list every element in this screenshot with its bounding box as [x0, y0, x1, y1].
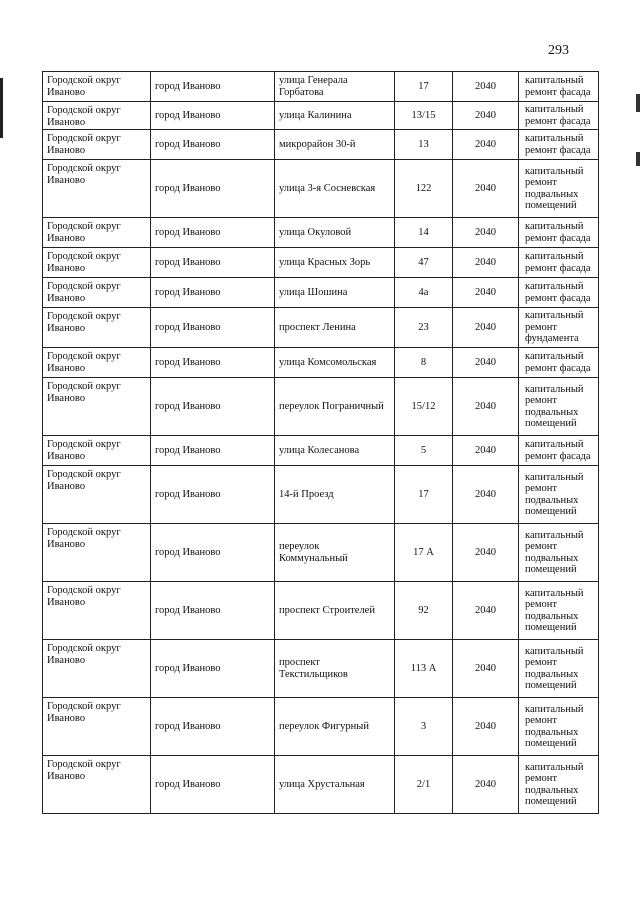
street-cell: проспект Ленина: [275, 308, 395, 348]
table-row: [43, 378, 599, 436]
table-row: [43, 466, 599, 524]
work-type-cell: капитальный ремонт подвальных помещений: [519, 160, 599, 218]
work-type-cell: капитальный ремонт фундамента: [519, 308, 599, 348]
city-cell: город Иваново: [151, 756, 275, 814]
work-type-cell: капитальный ремонт фасада: [519, 218, 599, 248]
house-number-cell: 13: [395, 130, 453, 160]
work-type-cell: капитальный ремонт подвальных помещений: [519, 582, 599, 640]
city-cell: город Иваново: [151, 248, 275, 278]
table-row: [43, 160, 599, 218]
house-number-cell: 17: [395, 466, 453, 524]
year-cell: 2040: [453, 640, 519, 698]
street-cell: улица Шошина: [275, 278, 395, 308]
street-cell: переулок Пограничный: [275, 378, 395, 436]
table-row: [43, 524, 599, 582]
street-cell: микрорайон 30-й: [275, 130, 395, 160]
municipality-cell: Городской округ Иваново: [43, 248, 151, 278]
table-row: [43, 640, 599, 698]
table-row: [43, 698, 599, 756]
year-cell: 2040: [453, 218, 519, 248]
work-type-cell: капитальный ремонт фасада: [519, 130, 599, 160]
city-cell: город Иваново: [151, 160, 275, 218]
year-cell: 2040: [453, 466, 519, 524]
municipality-cell: Городской округ Иваново: [43, 582, 151, 640]
street-cell: улица Хрустальная: [275, 756, 395, 814]
table-row: [43, 308, 599, 348]
street-cell: улица Окуловой: [275, 218, 395, 248]
city-cell: город Иваново: [151, 524, 275, 582]
year-cell: 2040: [453, 72, 519, 102]
municipality-cell: Городской округ Иваново: [43, 436, 151, 466]
city-cell: город Иваново: [151, 348, 275, 378]
house-number-cell: 2/1: [395, 756, 453, 814]
house-number-cell: 4а: [395, 278, 453, 308]
house-number-cell: 14: [395, 218, 453, 248]
table-row: [43, 102, 599, 130]
work-type-cell: капитальный ремонт подвальных помещений: [519, 378, 599, 436]
municipality-cell: Городской округ Иваново: [43, 756, 151, 814]
street-cell: улица Калинина: [275, 102, 395, 130]
city-cell: город Иваново: [151, 218, 275, 248]
city-cell: город Иваново: [151, 582, 275, 640]
work-type-cell: капитальный ремонт фасада: [519, 102, 599, 130]
house-number-cell: 8: [395, 348, 453, 378]
city-cell: город Иваново: [151, 466, 275, 524]
street-cell: проспект Строителей: [275, 582, 395, 640]
municipality-cell: Городской округ Иваново: [43, 308, 151, 348]
city-cell: город Иваново: [151, 102, 275, 130]
house-number-cell: 13/15: [395, 102, 453, 130]
year-cell: 2040: [453, 102, 519, 130]
table-row: [43, 436, 599, 466]
street-cell: 14-й Проезд: [275, 466, 395, 524]
house-number-cell: 17: [395, 72, 453, 102]
table-row: [43, 348, 599, 378]
year-cell: 2040: [453, 248, 519, 278]
city-cell: город Иваново: [151, 436, 275, 466]
house-number-cell: 23: [395, 308, 453, 348]
house-number-cell: 47: [395, 248, 453, 278]
street-cell: переулок Фигурный: [275, 698, 395, 756]
page-number: 293: [548, 43, 569, 58]
work-type-cell: капитальный ремонт подвальных помещений: [519, 524, 599, 582]
street-cell: улица Генерала Горбатова: [275, 72, 395, 102]
street-cell: улица Колесанова: [275, 436, 395, 466]
work-type-cell: капитальный ремонт подвальных помещений: [519, 756, 599, 814]
municipality-cell: Городской округ Иваново: [43, 640, 151, 698]
work-type-cell: капитальный ремонт фасада: [519, 278, 599, 308]
table-row: [43, 130, 599, 160]
street-cell: улица Комсомольская: [275, 348, 395, 378]
scan-edge-mark: [636, 94, 640, 112]
year-cell: 2040: [453, 698, 519, 756]
municipality-cell: Городской округ Иваново: [43, 102, 151, 130]
city-cell: город Иваново: [151, 640, 275, 698]
work-type-cell: капитальный ремонт фасада: [519, 72, 599, 102]
year-cell: 2040: [453, 582, 519, 640]
year-cell: 2040: [453, 278, 519, 308]
city-cell: город Иваново: [151, 378, 275, 436]
year-cell: 2040: [453, 348, 519, 378]
table-row: [43, 248, 599, 278]
table-row: [43, 72, 599, 102]
municipality-cell: Городской округ Иваново: [43, 160, 151, 218]
work-type-cell: капитальный ремонт подвальных помещений: [519, 466, 599, 524]
street-cell: проспект Текстильщиков: [275, 640, 395, 698]
work-type-cell: капитальный ремонт фасада: [519, 248, 599, 278]
year-cell: 2040: [453, 308, 519, 348]
house-number-cell: 15/12: [395, 378, 453, 436]
table-row: [43, 756, 599, 814]
city-cell: город Иваново: [151, 72, 275, 102]
house-number-cell: 3: [395, 698, 453, 756]
municipality-cell: Городской округ Иваново: [43, 348, 151, 378]
work-type-cell: капитальный ремонт подвальных помещений: [519, 698, 599, 756]
municipality-cell: Городской округ Иваново: [43, 278, 151, 308]
city-cell: город Иваново: [151, 698, 275, 756]
city-cell: город Иваново: [151, 278, 275, 308]
municipality-cell: Городской округ Иваново: [43, 524, 151, 582]
scan-edge-mark: [636, 152, 640, 166]
city-cell: город Иваново: [151, 130, 275, 160]
municipality-cell: Городской округ Иваново: [43, 72, 151, 102]
city-cell: город Иваново: [151, 308, 275, 348]
municipality-cell: Городской округ Иваново: [43, 218, 151, 248]
house-number-cell: 122: [395, 160, 453, 218]
street-cell: переулок Коммунальный: [275, 524, 395, 582]
scan-edge-mark: [0, 78, 3, 138]
year-cell: 2040: [453, 378, 519, 436]
house-number-cell: 5: [395, 436, 453, 466]
street-cell: улица 3-я Сосневская: [275, 160, 395, 218]
year-cell: 2040: [453, 130, 519, 160]
table-row: [43, 582, 599, 640]
work-type-cell: капитальный ремонт фасада: [519, 348, 599, 378]
work-type-cell: капитальный ремонт фасада: [519, 436, 599, 466]
table-row: [43, 218, 599, 248]
municipality-cell: Городской округ Иваново: [43, 698, 151, 756]
year-cell: 2040: [453, 436, 519, 466]
street-cell: улица Красных Зорь: [275, 248, 395, 278]
year-cell: 2040: [453, 756, 519, 814]
municipality-cell: Городской округ Иваново: [43, 378, 151, 436]
house-number-cell: 92: [395, 582, 453, 640]
house-number-cell: 113 А: [395, 640, 453, 698]
municipality-cell: Городской округ Иваново: [43, 466, 151, 524]
table-row: [43, 278, 599, 308]
year-cell: 2040: [453, 160, 519, 218]
year-cell: 2040: [453, 524, 519, 582]
municipality-cell: Городской округ Иваново: [43, 130, 151, 160]
repair-schedule-table: [42, 71, 599, 814]
house-number-cell: 17 А: [395, 524, 453, 582]
work-type-cell: капитальный ремонт подвальных помещений: [519, 640, 599, 698]
